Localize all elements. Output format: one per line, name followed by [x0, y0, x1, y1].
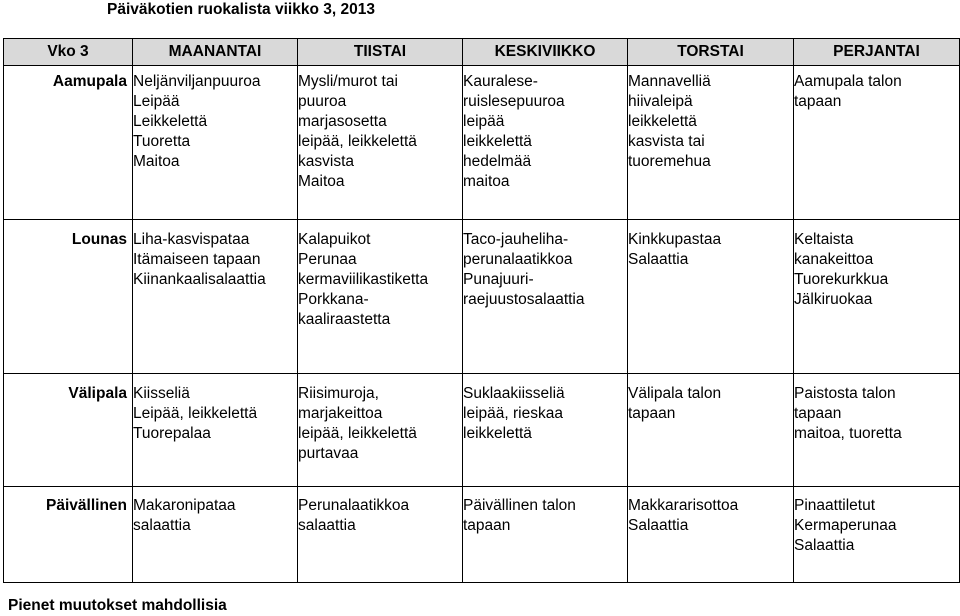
menu-line: purtavaa: [298, 445, 359, 462]
menu-line: Tuorekurkkua: [794, 271, 889, 288]
menu-cell-lunch-monday: [133, 220, 298, 374]
menu-line: Itämaiseen tapaan: [133, 251, 261, 268]
menu-line: Pinaattiletut: [794, 497, 875, 514]
menu-line: Tuorepalaa: [133, 425, 211, 442]
menu-line: maitoa: [463, 173, 510, 190]
menu-line: Liha-kasvispataa: [133, 231, 250, 248]
menu-cell-breakfast-thursday: [628, 66, 794, 220]
meal-label-lunch: Lounas: [4, 220, 133, 374]
menu-line: marjakeittoa: [298, 405, 383, 422]
menu-line: Leipää, leikkelettä: [133, 405, 258, 422]
menu-cell-lunch-tuesday: [298, 220, 463, 374]
menu-line: Leipää: [133, 93, 180, 110]
menu-line: kasvista: [298, 153, 354, 170]
menu-line: tapaan: [794, 405, 842, 422]
menu-line: puuroa: [298, 93, 347, 110]
menu-line: maitoa, tuoretta: [794, 425, 902, 442]
menu-line: kanakeittoa: [794, 251, 874, 268]
menu-line: leipää, leikkelettä: [298, 425, 417, 442]
menu-cell-breakfast-friday: [794, 66, 960, 220]
menu-cell-lunch-friday: [794, 220, 960, 374]
menu-cell-dinner-friday: [794, 487, 960, 583]
menu-line: Kiinankaalisalaattia: [133, 271, 266, 288]
menu-line: leipää, leikkelettä: [298, 133, 417, 150]
menu-line: Neljänviljanpuuroa: [133, 73, 261, 90]
menu-line: hiivaleipä: [628, 93, 693, 110]
menu-cell-dinner-monday: [133, 487, 298, 583]
menu-line: leipää: [463, 113, 505, 130]
menu-line: Päivällinen talon: [463, 497, 576, 514]
menu-cell-snack-monday: [133, 374, 298, 487]
meal-label-dinner: Päivällinen: [4, 487, 133, 583]
header-row: [4, 39, 960, 66]
menu-line: hedelmää: [463, 153, 532, 170]
menu-line: Maitoa: [298, 173, 345, 190]
menu-cell-breakfast-monday: [133, 66, 298, 220]
menu-line: marjasosetta: [298, 113, 387, 130]
menu-line: Perunaa: [298, 251, 357, 268]
menu-line: Mysli/murot tai: [298, 73, 398, 90]
menu-line: Tuoretta: [133, 133, 191, 150]
menu-line: Aamupala talon: [794, 73, 902, 90]
day-header-thursday: TORSTAI: [628, 39, 794, 66]
menu-line: perunalaatikkoa: [463, 251, 573, 268]
menu-cell-lunch-thursday: [628, 220, 794, 374]
menu-line: Salaattia: [628, 251, 689, 268]
menu-line: leikkelettä: [628, 113, 697, 130]
menu-line: Salaattia: [794, 537, 855, 554]
menu-line: kasvista tai: [628, 133, 705, 150]
menu-line: Punajuuri-: [463, 271, 534, 288]
menu-line: Maitoa: [133, 153, 180, 170]
menu-cell-dinner-thursday: [628, 487, 794, 583]
menu-line: Makkararisottoa: [628, 497, 739, 514]
menu-line: ruislesepuuroa: [463, 93, 565, 110]
menu-line: tapaan: [628, 405, 676, 422]
menu-line: kermaviilikastiketta: [298, 271, 429, 288]
week-header: Vko 3: [4, 39, 133, 66]
menu-cell-dinner-tuesday: [298, 487, 463, 583]
menu-line: leipää, rieskaa: [463, 405, 563, 422]
menu-line: leikkelettä: [463, 425, 532, 442]
menu-line: tuoremehua: [628, 153, 711, 170]
menu-line: raejuustosalaattia: [463, 291, 585, 308]
menu-line: Kermaperunaa: [794, 517, 897, 534]
menu-line: Porkkana-: [298, 291, 369, 308]
menu-line: Kalapuikot: [298, 231, 371, 248]
day-header-wednesday: KESKIVIIKKO: [463, 39, 628, 66]
menu-line: salaattia: [298, 517, 356, 534]
menu-line: salaattia: [133, 517, 191, 534]
menu-line: Leikkelettä: [133, 113, 208, 130]
menu-line: tapaan: [463, 517, 511, 534]
meal-row-lunch: [4, 220, 960, 374]
menu-cell-snack-wednesday: [463, 374, 628, 487]
menu-line: tapaan: [794, 93, 842, 110]
meal-row-dinner: [4, 487, 960, 583]
day-header-monday: MAANANTAI: [133, 39, 298, 66]
menu-cell-dinner-wednesday: [463, 487, 628, 583]
menu-line: Makaronipataa: [133, 497, 236, 514]
menu-cell-snack-tuesday: [298, 374, 463, 487]
menu-line: Riisimuroja,: [298, 385, 379, 402]
menu-line: Mannavelliä: [628, 73, 711, 90]
day-header-tuesday: TIISTAI: [298, 39, 463, 66]
menu-line: Perunalaatikkoa: [298, 497, 410, 514]
menu-line: leikkelettä: [463, 133, 532, 150]
menu-cell-breakfast-tuesday: [298, 66, 463, 220]
menu-cell-breakfast-wednesday: [463, 66, 628, 220]
meal-label-breakfast: Aamupala: [4, 66, 133, 220]
menu-line: Jälkiruokaa: [794, 291, 873, 308]
menu-line: Kiisseliä: [133, 385, 190, 402]
menu-cell-snack-thursday: [628, 374, 794, 487]
menu-cell-lunch-wednesday: [463, 220, 628, 374]
menu-line: Kauralese-: [463, 73, 538, 90]
menu-line: Salaattia: [628, 517, 689, 534]
meal-label-snack: Välipala: [4, 374, 133, 487]
menu-table: [3, 38, 960, 583]
meal-row-breakfast: [4, 66, 960, 220]
menu-line: Välipala talon: [628, 385, 722, 402]
page-title: Päiväkotien ruokalista viikko 3, 2013: [107, 1, 375, 18]
footnote: Pienet muutokset mahdollisia: [8, 597, 227, 614]
menu-line: Suklaakiisseliä: [463, 385, 565, 402]
menu-line: Taco-jauheliha-: [463, 231, 569, 248]
menu-line: Paistosta talon: [794, 385, 896, 402]
meal-row-snack: [4, 374, 960, 487]
day-header-friday: PERJANTAI: [794, 39, 960, 66]
menu-line: Keltaista: [794, 231, 854, 248]
menu-line: kaaliraastetta: [298, 311, 391, 328]
menu-line: Kinkkupastaa: [628, 231, 722, 248]
menu-cell-snack-friday: [794, 374, 960, 487]
